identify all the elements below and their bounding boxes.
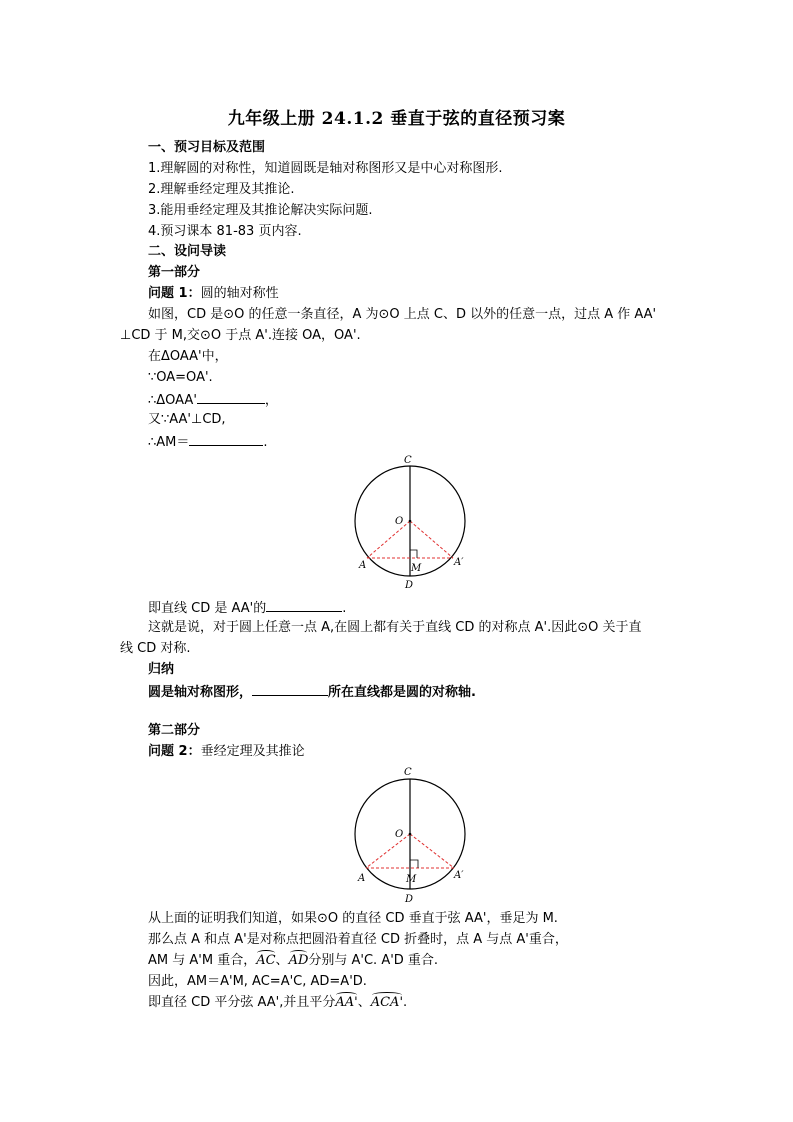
paragraph-text: 即直径 CD 平分弦 AA',并且平分 xyxy=(148,995,336,1010)
circle-diagram-2 xyxy=(350,762,480,907)
proof-step: 在ΔOAA'中， xyxy=(148,349,228,364)
arc-aca-prime: ACA' xyxy=(370,995,404,1010)
objective-item: 2.理解垂经定理及其推论. xyxy=(148,182,295,197)
proof-step xyxy=(148,390,278,410)
summary-text: 所在直线都是圆的对称轴. xyxy=(328,685,476,700)
radius-oa-prime xyxy=(410,834,454,868)
proof-step-text: ∴ΔOAA' xyxy=(148,393,197,408)
question2-text: 垂经定理及其推论 xyxy=(200,744,305,759)
paragraph-text: 分别与 A'C. A'D 重合. xyxy=(308,953,439,968)
summary-line xyxy=(148,682,476,702)
paragraph-text: 、 xyxy=(275,953,289,968)
paragraph-text: 、 xyxy=(357,995,371,1010)
fill-in-blank[interactable] xyxy=(189,432,263,446)
label-o: O xyxy=(395,516,404,527)
fill-in-blank[interactable] xyxy=(197,390,265,404)
arc-ac: AC xyxy=(256,953,276,968)
arc-aa-prime: AA' xyxy=(335,995,358,1010)
question1 xyxy=(148,285,279,303)
paragraph-line: 从上面的证明我们知道，如果⊙O 的直径 CD 垂直于弦 AA'，垂足为 M. xyxy=(148,911,558,926)
paragraph-line xyxy=(148,598,346,618)
paragraph-line xyxy=(148,994,407,1012)
label-c: C xyxy=(404,455,412,466)
part1-heading: 第一部分 xyxy=(148,265,201,280)
summary-text: 圆是轴对称图形， xyxy=(148,685,253,700)
proof-step-text: ∴AM＝ xyxy=(148,435,190,450)
label-a-prime: A′ xyxy=(454,870,464,881)
label-o: O xyxy=(395,829,404,840)
section1-heading: 一、预习目标及范围 xyxy=(148,140,266,155)
part2-heading: 第二部分 xyxy=(148,723,201,738)
center-point xyxy=(409,520,412,523)
question2 xyxy=(148,743,305,761)
label-a: A xyxy=(358,873,366,884)
question1-label: 问题 1： xyxy=(148,286,201,301)
label-m: M xyxy=(406,874,417,885)
fill-in-blank[interactable] xyxy=(266,598,342,612)
paragraph-line: 如图，CD 是⊙O 的任意一条直径，A 为⊙O 上点 C、D 以外的任意一点，过点 A 作 AA' xyxy=(148,307,657,322)
radius-oa-prime xyxy=(410,521,453,558)
paragraph-text: AM 与 A'M 重合， xyxy=(148,953,257,968)
arc-ad: AD xyxy=(288,953,309,968)
paragraph-line: 线 CD 对称. xyxy=(120,641,191,656)
proof-step-text: ， xyxy=(264,393,278,408)
right-angle-mark xyxy=(410,550,417,558)
paragraph-text: . xyxy=(342,601,347,616)
paragraph-line: ⊥CD 于 M,交⊙O 于点 A'.连接 OA，OA'. xyxy=(120,328,361,343)
proof-step xyxy=(148,432,268,452)
section2-heading: 二、设问导读 xyxy=(148,244,227,259)
paragraph-text: 即直线 CD 是 AA'的 xyxy=(148,601,267,616)
label-a: A xyxy=(359,560,367,571)
center-point xyxy=(409,833,412,836)
label-m: M xyxy=(411,563,422,574)
proof-step: ∵OA=OA'. xyxy=(148,370,213,385)
paragraph-line: 因此，AM＝A'M, AC=A'C, AD=A'D. xyxy=(148,974,367,989)
label-d: D xyxy=(405,894,414,905)
objective-item: 3.能用垂经定理及其推论解决实际问题. xyxy=(148,203,373,218)
question2-label: 问题 2： xyxy=(148,744,201,759)
label-a-prime: A′ xyxy=(454,557,464,568)
page-title: 九年级上册 24.1.2 垂直于弦的直径预习案 xyxy=(227,109,566,129)
proof-step-text: . xyxy=(263,435,268,450)
circle-diagram-1 xyxy=(350,450,480,595)
radius-oa xyxy=(366,834,410,868)
paragraph-text: . xyxy=(403,995,408,1010)
right-angle-mark xyxy=(410,860,418,868)
label-c: C xyxy=(404,767,412,778)
question1-text: 圆的轴对称性 xyxy=(200,286,279,301)
fill-in-blank[interactable] xyxy=(252,682,328,696)
proof-step: 又∵AA'⊥CD, xyxy=(148,412,226,427)
paragraph-line xyxy=(148,952,438,970)
paragraph-line: 那么点 A 和点 A'是对称点把圆沿着直径 CD 折叠时，点 A 与点 A'重合， xyxy=(148,932,568,947)
objective-item: 1.理解圆的对称性，知道圆既是轴对称图形又是中心对称图形. xyxy=(148,161,503,176)
radius-oa xyxy=(367,521,410,558)
paragraph-line: 这就是说，对于圆上任意一点 A,在圆上都有关于直线 CD 的对称点 A'.因此⊙O 关于直 xyxy=(148,620,642,635)
summary-heading: 归纳 xyxy=(148,662,175,677)
label-d: D xyxy=(405,580,414,591)
objective-item: 4.预习课本 81-83 页内容. xyxy=(148,224,302,239)
